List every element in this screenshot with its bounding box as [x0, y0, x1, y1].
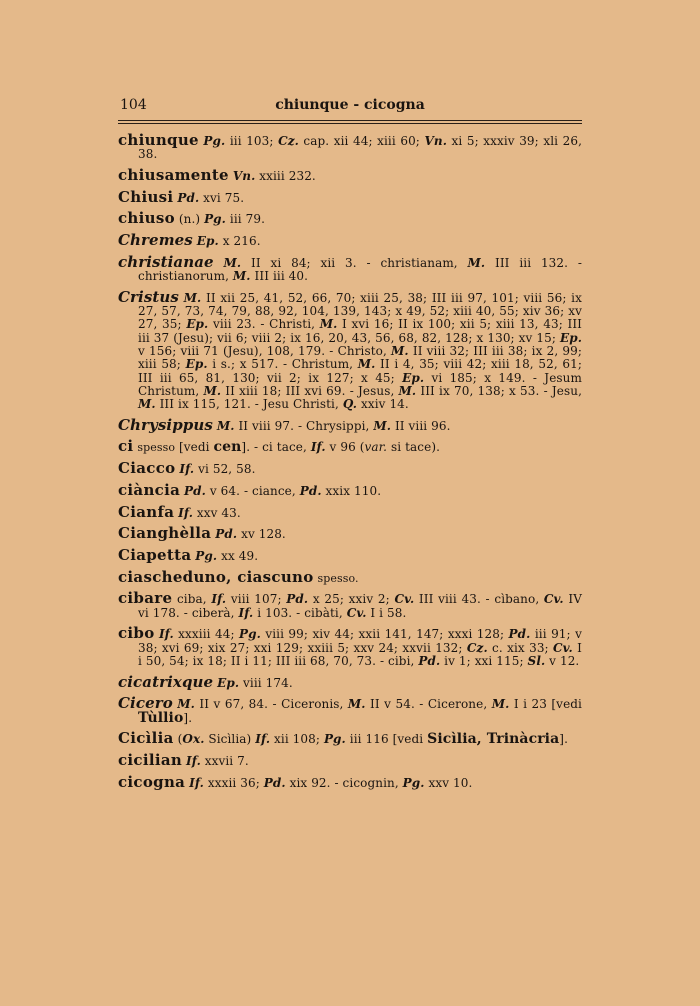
usage-note: spesso [137, 441, 176, 455]
citation-text: III iii 132. - christianorum, [138, 255, 583, 284]
entry-headword: cicogna [118, 772, 186, 791]
work-abbreviation: Pg. [239, 627, 261, 642]
entry-headword: cicilian [118, 750, 183, 769]
running-title: chiunque - cicogna [275, 97, 425, 113]
work-abbreviation: M. [467, 255, 486, 270]
entry-headword: Cianfa [118, 502, 175, 521]
cross-reference: cen [213, 439, 242, 456]
work-abbreviation: If. [178, 505, 193, 520]
citation-text: III ix 70, 138; x 53. - Jesu, [416, 383, 582, 398]
citation-text: xvi 75. [199, 190, 245, 205]
work-abbreviation: If. [310, 440, 326, 455]
entry [118, 252, 583, 284]
work-abbreviation: Cv. [543, 592, 564, 607]
work-abbreviation: Pg. [195, 548, 218, 563]
citation-text: II xii 25, 41, 52, 66, 70; xiii 25, 38; III iii 97, 101; viii 56; ix 27, 57, 73, 74, 79, 88, 92, 104, 139, 143; x 49, 52; xiii 40, 55; xiv 36; xv 27, 35; [138, 290, 582, 332]
work-abbreviation: M. [203, 383, 222, 398]
work-abbreviation: Cz. [466, 640, 488, 655]
entry-headword: chiusamente [118, 165, 229, 184]
work-abbreviation: M. [347, 697, 366, 712]
work-abbreviation: M. [177, 697, 195, 712]
work-abbreviation: Cz. [278, 134, 299, 148]
citation-text: III viii 43. - cìbano, [414, 592, 544, 607]
entry [118, 165, 582, 184]
citation-text: viii 174. [239, 675, 293, 690]
citation-text: v 12. [545, 653, 580, 668]
citation-text: III ix 115, 121. - Jesu Christi, [155, 397, 343, 412]
work-abbreviation: If. [189, 775, 204, 790]
citation-text: xx 49. [217, 548, 259, 563]
entry-headword: Cicìlia [118, 729, 174, 748]
citation-text: ( [177, 732, 183, 747]
work-abbreviation: Ep. [186, 317, 209, 332]
citation-text: III iii 40. [250, 269, 309, 284]
header-rule [118, 120, 582, 121]
work-abbreviation: Ep. [559, 330, 582, 345]
work-abbreviation: Pd. [184, 483, 206, 498]
work-abbreviation: M. [491, 697, 510, 712]
work-abbreviation: Pd. [177, 190, 200, 205]
entry [118, 729, 582, 748]
work-abbreviation: If. [238, 605, 254, 620]
citation-text: xxv 10. [424, 775, 473, 790]
citation-text: xxiii 232. [255, 168, 316, 183]
page-number: 104 [120, 97, 147, 113]
citation-text: x 216. [218, 234, 261, 249]
citation-text: iii 79. [225, 212, 265, 227]
citation-text: iii 116 [vedi [345, 732, 428, 747]
citation-text: cap. xii 44; xiii 60; [298, 134, 425, 148]
work-abbreviation: Ep. [217, 675, 240, 690]
citation-text: II v 67, 84. - Ciceronis, [194, 697, 348, 712]
citation-text: [vedi [175, 440, 214, 455]
work-abbreviation: If. [158, 627, 174, 642]
citation-text: I i 58. [366, 605, 407, 620]
work-abbreviation: M. [183, 290, 202, 305]
work-abbreviation: M. [398, 383, 417, 398]
work-abbreviation: Pd. [263, 775, 286, 790]
citation-text: I xvi 16; II ix 100; xii 5; xiii 13, 43; III iii 37 (Jesu); vii 6; viii 2; ix 16, 20, 43, 56, 68, 82, 128; x 130; xv 15; [138, 317, 583, 345]
entry-headword: Cristus [118, 287, 179, 306]
work-abbreviation: Pg. [323, 732, 346, 747]
work-abbreviation: Q. [342, 397, 358, 412]
citation-text: II viii 96. [391, 418, 451, 433]
work-abbreviation: If. [211, 592, 227, 607]
citation-text: ]. - ci tace, [241, 440, 311, 455]
entry [118, 131, 582, 162]
entry-headword: ciascheduno, ciascuno [118, 567, 314, 586]
citation-text: (n.) [178, 212, 205, 227]
citation-text: v 64. - ciance, [205, 483, 300, 498]
citation-text: i s.; x 517. - Christum, [207, 357, 358, 372]
entry-headword: christianae [118, 252, 214, 271]
work-abbreviation: Vn. [424, 134, 447, 148]
entry-headword: Chremes [118, 231, 193, 250]
citation-text: xxv 43. [192, 505, 241, 520]
entry-headword: cibo [118, 624, 155, 643]
citation-text: viii 107; [226, 592, 287, 607]
work-abbreviation: Pd. [508, 627, 531, 642]
work-abbreviation: Cv. [553, 640, 573, 655]
citation-text: v 156; viii 71 (Jesu), 108, 179. - Christo, [138, 343, 392, 358]
italic-note: var. [364, 440, 388, 455]
entry [118, 750, 582, 769]
citation-text: II i 4, 35; viii 42; xiii 18, 52, 61; III iii 65, 81, 130; vii 2; ix 127; x 45; [138, 357, 582, 385]
citation-text: xxix 110. [321, 483, 382, 498]
work-abbreviation: If. [255, 732, 271, 747]
entry [118, 567, 582, 586]
cross-reference: Sicìlia, Trinàcria [427, 731, 560, 748]
entry-headword: Chiusi [118, 187, 174, 206]
entry [118, 524, 582, 543]
entry [118, 694, 582, 726]
citation-text: xix 92. - cicognin, [285, 775, 403, 790]
entry [118, 459, 582, 478]
citation-text: II viii 97. - Chrysippi, [234, 418, 374, 433]
work-abbreviation: M. [232, 269, 251, 284]
citation-text: Sicìlia) [204, 732, 256, 747]
entry-headword: Ciapetta [118, 545, 192, 564]
work-abbreviation: M. [373, 418, 392, 433]
citation-text: i 103. - cibàti, [253, 605, 347, 620]
work-abbreviation: Vn. [232, 168, 256, 183]
entry [118, 209, 582, 228]
work-abbreviation: M. [223, 255, 242, 270]
citation-text: xxxii 36; [203, 775, 264, 790]
entry-headword: Cianghèlla [118, 524, 212, 543]
citation-text: si tace). [387, 440, 441, 455]
work-abbreviation: Ox. [182, 732, 205, 747]
citation-text: x 25; xxiv 2; [308, 592, 395, 607]
citation-text: II v 54. - Cicerone, [365, 697, 492, 712]
citation-text: viii 23. - Christi, [208, 317, 320, 332]
entry [118, 502, 582, 521]
entry [118, 187, 582, 206]
entry [118, 672, 582, 691]
citation-text: xxiv 14. [357, 397, 409, 412]
work-abbreviation: Cv. [394, 592, 415, 607]
entry-headword: Chrysippus [118, 415, 213, 434]
work-abbreviation: Pd. [215, 527, 238, 542]
entry [118, 545, 582, 564]
citation-text: ]. [559, 732, 568, 747]
work-abbreviation: Pg. [204, 212, 226, 227]
work-abbreviation: M. [357, 357, 376, 372]
work-abbreviation: Pg. [203, 134, 226, 148]
entry-headword: ciància [118, 480, 181, 499]
work-abbreviation: Cv. [346, 605, 367, 620]
citation-text: II viii 32; III iii 38; ix 2, 99; xiii 58; [138, 343, 582, 372]
work-abbreviation: M. [138, 397, 156, 412]
citation-text: iii 103; [225, 134, 279, 148]
citation-text: xv 128. [237, 527, 286, 542]
dictionary-entries [118, 131, 583, 797]
work-abbreviation: Pd. [418, 653, 441, 668]
work-abbreviation: M. [216, 418, 235, 433]
running-header [118, 97, 582, 119]
citation-text: ]. [183, 710, 193, 725]
citation-text: xi 5; xxxiv 39; xli 26, 38. [138, 134, 582, 162]
work-abbreviation: If. [179, 462, 195, 477]
entry [118, 415, 582, 434]
entry [118, 624, 582, 668]
entry [118, 437, 582, 456]
entry-headword: Ciacco [118, 459, 176, 478]
citation-text: v 96 ( [325, 440, 365, 455]
entry-headword: cibare [118, 589, 173, 608]
work-abbreviation: M. [319, 317, 338, 332]
work-abbreviation: M. [391, 343, 409, 358]
citation-text: I i 50, 54; ix 18; II i 11; III iii 68, 70, 73. - cibi, [138, 640, 582, 668]
citation-text: vi 52, 58. [194, 462, 256, 477]
entry-headword: cicatrixque [118, 672, 214, 691]
entry-headword: Cicero [118, 694, 173, 713]
work-abbreviation: Ep. [185, 357, 208, 372]
citation-text: xxvii 7. [200, 753, 249, 768]
entry-headword: chiuso [118, 209, 175, 228]
cross-reference: Tùllio [138, 709, 184, 726]
entry [118, 772, 582, 791]
usage-note: spesso. [317, 571, 359, 585]
citation-text: II xi 84; xii 3. - christianam, [241, 255, 468, 270]
citation-text: iii 91; v 38; xvi 69; xix 27; xxi 129; xxiii 5; xxv 24; xxvii 132; [138, 627, 582, 655]
work-abbreviation: Pg. [402, 775, 425, 790]
entry-headword: ci [118, 437, 134, 456]
citation-text: viii 99; xiv 44; xxii 141, 147; xxxi 128; [260, 627, 509, 642]
citation-text: iv 1; xxi 115; [440, 653, 528, 668]
entry [118, 287, 583, 412]
work-abbreviation: If. [186, 753, 201, 768]
work-abbreviation: Pd. [286, 592, 309, 607]
citation-text: xii 108; [270, 732, 324, 747]
work-abbreviation: Ep. [402, 370, 425, 385]
work-abbreviation: Pd. [299, 483, 322, 498]
citation-text: I i 23 [vedi [509, 697, 582, 712]
entry [118, 231, 582, 250]
citation-text: ciba, [176, 592, 212, 607]
entry [118, 480, 582, 499]
work-abbreviation: Sl. [527, 653, 546, 668]
entry-headword: chiunque [118, 131, 199, 149]
work-abbreviation: Ep. [196, 234, 219, 249]
citation-text: IV vi 178. - ciberà, [138, 592, 582, 620]
citation-text: II xiii 18; III xvi 69. - Jesus, [221, 383, 399, 398]
header-rule-lower [118, 123, 582, 124]
citation-text: c. xix 33; [487, 640, 554, 655]
citation-text: xxxiii 44; [173, 627, 240, 642]
citation-text: vi 185; x 149. - Jesum Christum, [138, 370, 582, 398]
entry [118, 589, 582, 620]
